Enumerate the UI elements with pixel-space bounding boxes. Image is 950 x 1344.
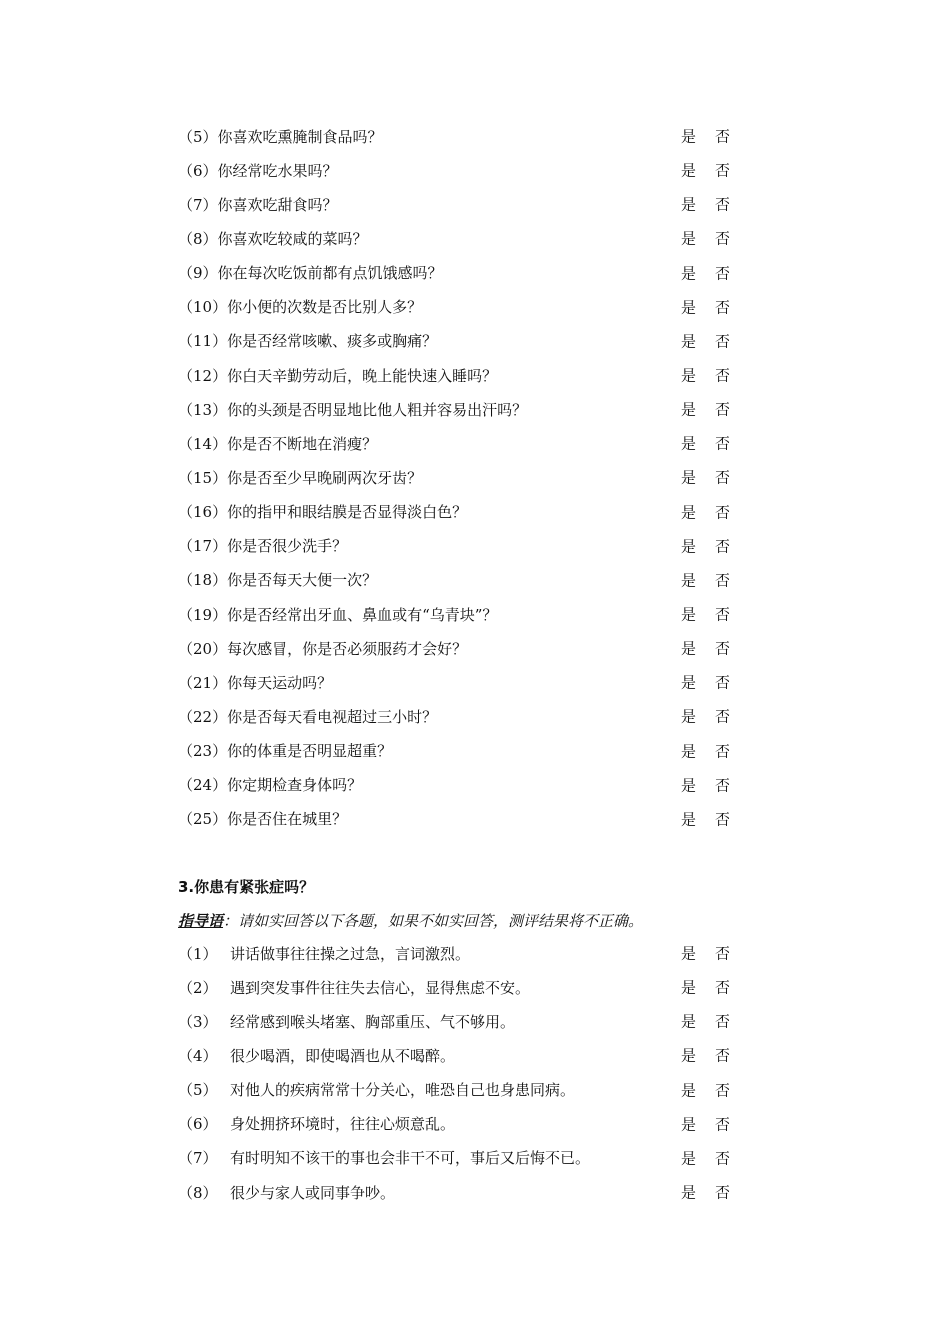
question-number: （3） [178, 1012, 218, 1031]
answer-no-option[interactable]: 否 [715, 537, 731, 556]
answer-no-option[interactable]: 否 [715, 400, 731, 419]
question-text: 你的指甲和眼结膜是否显得淡白色？ [227, 503, 468, 522]
answer-no-option[interactable]: 否 [715, 1183, 731, 1202]
question-row [178, 290, 738, 324]
question-text: 你喜欢吃较咸的菜吗？ [217, 229, 368, 248]
question-number: （17） [178, 537, 228, 556]
answer-no-option[interactable]: 否 [715, 1046, 731, 1065]
question-row [178, 802, 738, 836]
section-title: 3.你患有紧张症吗？ [178, 878, 315, 896]
guide-text: ：请如实回答以下各题，如果不如实回答，测评结果将不正确。 [223, 912, 644, 930]
answer-no-option[interactable]: 否 [715, 366, 731, 385]
question-number: （22） [178, 707, 228, 726]
question-text: 经常感到喉头堵塞、胸部重压、气不够用。 [230, 1012, 516, 1031]
question-text: 你是否很少洗手？ [227, 537, 348, 556]
question-row [178, 699, 738, 733]
answer-no-option[interactable]: 否 [715, 1081, 731, 1100]
answer-no-option[interactable]: 否 [715, 944, 731, 963]
answer-yes-option[interactable]: 是 [681, 366, 697, 385]
answer-no-option[interactable]: 否 [715, 1149, 731, 1168]
question-row [178, 631, 738, 665]
answer-yes-option[interactable]: 是 [681, 400, 697, 419]
question-number: （24） [178, 776, 228, 795]
answer-yes-option[interactable]: 是 [681, 1012, 697, 1031]
question-text: 你的头颈是否明显地比他人粗并容易出汗吗？ [227, 400, 528, 419]
answer-yes-option[interactable]: 是 [681, 776, 697, 795]
answer-no-option[interactable]: 否 [715, 707, 731, 726]
answer-no-option[interactable]: 否 [715, 468, 731, 487]
question-number: （6） [178, 1115, 218, 1134]
answer-no-option[interactable]: 否 [715, 298, 731, 317]
answer-yes-option[interactable]: 是 [681, 434, 697, 453]
answer-yes-option[interactable]: 是 [681, 639, 697, 658]
question-row [178, 460, 738, 494]
answer-yes-option[interactable]: 是 [681, 503, 697, 522]
question-text: 你的体重是否明显超重？ [227, 742, 393, 761]
question-text: 你小便的次数是否比别人多？ [227, 298, 423, 317]
question-row [178, 936, 738, 970]
question-row [178, 153, 738, 187]
answer-no-option[interactable]: 否 [715, 161, 731, 180]
answer-yes-option[interactable]: 是 [681, 1046, 697, 1065]
answer-no-option[interactable]: 否 [715, 1115, 731, 1134]
question-text: 你是否经常出牙血、鼻血或有“乌青块”？ [227, 605, 498, 624]
answer-yes-option[interactable]: 是 [681, 978, 697, 997]
question-text: 你是否住在城里？ [227, 810, 348, 829]
answer-yes-option[interactable]: 是 [681, 264, 697, 283]
question-row [178, 256, 738, 290]
question-row [178, 1175, 738, 1209]
question-text: 你定期检查身体吗？ [227, 776, 363, 795]
question-text: 你喜欢吃熏腌制食品吗？ [217, 127, 383, 146]
answer-yes-option[interactable]: 是 [681, 537, 697, 556]
answer-yes-option[interactable]: 是 [681, 571, 697, 590]
question-row [178, 1107, 738, 1141]
answer-no-option[interactable]: 否 [715, 127, 731, 146]
answer-yes-option[interactable]: 是 [681, 742, 697, 761]
question-number: （16） [178, 503, 228, 522]
question-number: （12） [178, 366, 228, 385]
guide-label: 指导语 [178, 912, 224, 930]
question-number: （4） [178, 1046, 218, 1065]
question-number: （8） [178, 1183, 218, 1202]
answer-no-option[interactable]: 否 [715, 639, 731, 658]
question-row [178, 119, 738, 153]
question-text: 你在每次吃饭前都有点饥饿感吗？ [217, 264, 443, 283]
question-list-part-a [178, 119, 738, 836]
question-row [178, 221, 738, 255]
question-text: 很少喝酒，即使喝酒也从不喝醉。 [230, 1046, 456, 1065]
question-text: 你是否经常咳嗽、痰多或胸痛？ [227, 332, 438, 351]
answer-no-option[interactable]: 否 [715, 571, 731, 590]
answer-no-option[interactable]: 否 [715, 978, 731, 997]
question-text: 你喜欢吃甜食吗？ [217, 195, 338, 214]
answer-yes-option[interactable]: 是 [681, 1081, 697, 1100]
answer-no-option[interactable]: 否 [715, 264, 731, 283]
question-text: 你每天运动吗？ [227, 673, 333, 692]
question-text: 对他人的疾病常常十分关心，唯恐自己也身患同病。 [230, 1081, 576, 1100]
answer-yes-option[interactable]: 是 [681, 673, 697, 692]
question-text: 很少与家人或同事争吵。 [230, 1183, 396, 1202]
answer-no-option[interactable]: 否 [715, 1012, 731, 1031]
answer-no-option[interactable]: 否 [715, 229, 731, 248]
question-row [178, 529, 738, 563]
answer-no-option[interactable]: 否 [715, 673, 731, 692]
answer-yes-option[interactable]: 是 [681, 298, 697, 317]
answer-yes-option[interactable]: 是 [681, 332, 697, 351]
question-row [178, 495, 738, 529]
question-number: （2） [178, 978, 218, 997]
question-number: （25） [178, 810, 228, 829]
question-number: （5） [178, 127, 218, 146]
answer-yes-option[interactable]: 是 [681, 161, 697, 180]
answer-no-option[interactable]: 否 [715, 195, 731, 214]
guide-line [178, 910, 643, 931]
question-number: （14） [178, 434, 228, 453]
answer-yes-option[interactable]: 是 [681, 127, 697, 146]
question-row [178, 597, 738, 631]
question-number: （5） [178, 1081, 218, 1100]
question-number: （18） [178, 571, 228, 590]
question-number: （10） [178, 298, 228, 317]
question-row [178, 970, 738, 1004]
question-number: （19） [178, 605, 228, 624]
answer-yes-option[interactable]: 是 [681, 468, 697, 487]
question-list-section-3 [178, 936, 738, 1209]
answer-no-option[interactable]: 否 [715, 332, 731, 351]
question-text: 有时明知不该干的事也会非干不可，事后又后悔不已。 [230, 1149, 591, 1168]
answer-no-option[interactable]: 否 [715, 605, 731, 624]
question-row [178, 358, 738, 392]
answer-no-option[interactable]: 否 [715, 776, 731, 795]
question-text: 你是否每天大便一次？ [227, 571, 378, 590]
question-number: （7） [178, 1149, 218, 1168]
question-text: 每次感冒，你是否必须服药才会好？ [227, 639, 468, 658]
question-row [178, 392, 738, 426]
question-text: 讲话做事往往操之过急，言词激烈。 [230, 944, 471, 963]
question-row [178, 665, 738, 699]
answer-yes-option[interactable]: 是 [681, 195, 697, 214]
question-text: 遇到突发事件往往失去信心，显得焦虑不安。 [230, 978, 531, 997]
question-row [178, 1141, 738, 1175]
question-number: （20） [178, 639, 228, 658]
answer-yes-option[interactable]: 是 [681, 944, 697, 963]
answer-yes-option[interactable]: 是 [681, 605, 697, 624]
question-row [178, 734, 738, 768]
answer-yes-option[interactable]: 是 [681, 1149, 697, 1168]
question-row [178, 1038, 738, 1072]
question-number: （15） [178, 468, 228, 487]
question-text: 你是否至少早晚刷两次牙齿？ [227, 468, 423, 487]
question-number: （21） [178, 673, 228, 692]
question-number: （1） [178, 944, 218, 963]
answer-no-option[interactable]: 否 [715, 434, 731, 453]
answer-yes-option[interactable]: 是 [681, 1183, 697, 1202]
question-row [178, 1073, 738, 1107]
question-number: （11） [178, 332, 228, 351]
answer-yes-option[interactable]: 是 [681, 1115, 697, 1134]
question-text: 身处拥挤环境时，往往心烦意乱。 [230, 1115, 456, 1134]
question-row [178, 768, 738, 802]
question-text: 你经常吃水果吗？ [217, 161, 338, 180]
question-text: 你白天辛勤劳动后，晚上能快速入睡吗？ [227, 366, 498, 385]
question-number: （7） [178, 195, 218, 214]
question-number: （6） [178, 161, 218, 180]
question-row [178, 187, 738, 221]
answer-yes-option[interactable]: 是 [681, 229, 697, 248]
question-number: （8） [178, 229, 218, 248]
question-number: （9） [178, 264, 218, 283]
answer-yes-option[interactable]: 是 [681, 810, 697, 829]
question-text: 你是否每天看电视超过三小时？ [227, 707, 438, 726]
question-number: （23） [178, 742, 228, 761]
answer-no-option[interactable]: 否 [715, 810, 731, 829]
question-text: 你是否不断地在消瘦？ [227, 434, 378, 453]
answer-no-option[interactable]: 否 [715, 503, 731, 522]
answer-no-option[interactable]: 否 [715, 742, 731, 761]
answer-yes-option[interactable]: 是 [681, 707, 697, 726]
question-row [178, 1004, 738, 1038]
question-row [178, 324, 738, 358]
question-row [178, 563, 738, 597]
question-row [178, 426, 738, 460]
question-number: （13） [178, 400, 228, 419]
